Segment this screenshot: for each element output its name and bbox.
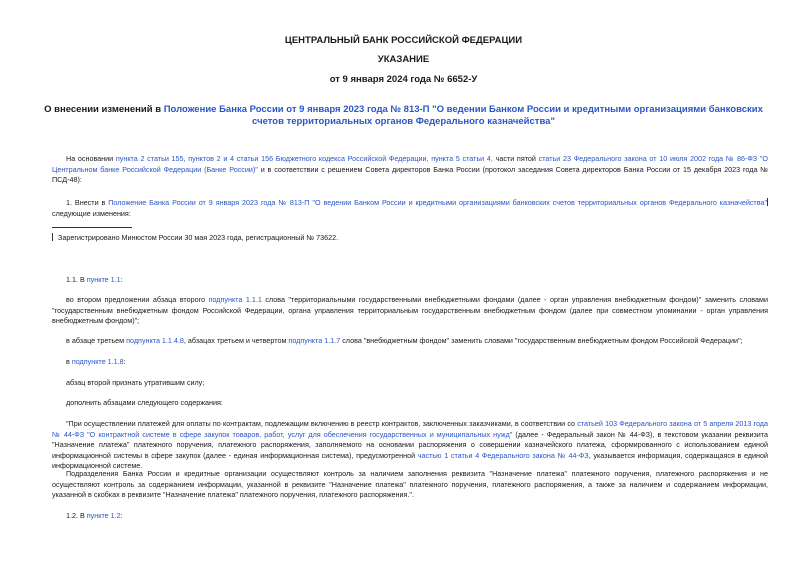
add-paragraphs-intro: дополнить абзацами следующего содержания: — [66, 398, 223, 407]
issuer-heading: ЦЕНТРАЛЬНЫЙ БАНК РОССИЙСКОЙ ФЕДЕРАЦИИ — [284, 35, 523, 46]
paragraph-text: : — [123, 357, 126, 366]
third-paragraph — [52, 336, 768, 347]
preamble-text: части пятой — [492, 154, 539, 163]
item-1-2-text: : — [120, 511, 123, 520]
regulation-813p-link[interactable]: Положение Банка России от 9 января 2023 года № 813-П "О ведении Банком России и кредитными организациями банковских счетов территориальных органов Федерального казначейства" — [108, 198, 768, 207]
second-sentence-paragraph — [52, 295, 768, 327]
paragraph-text: , абзацах третьем и четвертом — [183, 336, 289, 345]
item-1-1-text: : — [120, 275, 123, 284]
subpoint-1-1-1-link[interactable]: подпункта 1.1.1 — [208, 295, 262, 304]
subpoint-1-1-8-link[interactable]: подпункте 1.1.8 — [71, 357, 124, 366]
federal-law-44-article-103-link[interactable]: статьей 103 Федерального закона от 5 апреля 2013 года № 44-ФЗ "О контрактной системе в сфере закупок товаров, работ, услуг для обеспечения государственных и муниципальных нужд" — [52, 419, 768, 439]
federal-law-86-link[interactable]: статьи 23 Федерального закона от 10 июля 2002 года № 86-ФЗ "О Центральном банке Российской Федерации (Банке России)" — [52, 154, 768, 174]
subpoint-1-1-8-paragraph — [52, 357, 768, 368]
footnote-text: Зарегистрировано Минюстом России 30 мая 2023 года, регистрационный № 73622. — [58, 233, 339, 242]
paragraph-text: слова "внебюджетным фондом" заменить словами "государственным внебюджетным фондом Российской Федерации"; — [340, 336, 743, 345]
document-type: УКАЗАНИЕ — [377, 54, 430, 65]
item-1-text: следующие изменения: — [52, 208, 131, 218]
item-1-1-text: 1.1. В — [66, 275, 87, 284]
title-prefix: О внесении изменений в — [44, 104, 164, 115]
paragraph-text: , указывается информация, содержащаяся в единой информационной системе. — [52, 450, 768, 470]
budget-code-link[interactable]: пункта 2 статьи 155, пунктов 2 и 4 статьи 156 Бюджетного кодекса Российской Федерации, пункта 5 статьи 4, — [115, 154, 493, 163]
item-1-paragraph — [52, 198, 768, 219]
paragraph-text: во втором предложении абзаца второго — [66, 295, 209, 304]
preamble-text: На основании — [66, 154, 116, 163]
document-date-number: от 9 января 2024 года № 6652-У — [329, 74, 478, 85]
item-1-2-text: 1.2. В — [66, 511, 87, 520]
paragraph-text: в абзаце третьем — [66, 336, 127, 345]
point-1-2-link[interactable]: пункте 1.2 — [86, 511, 121, 520]
point-1-1-link[interactable]: пункте 1.1 — [86, 275, 121, 284]
federal-law-44-article-4-link[interactable]: частью 1 статьи 4 Федерального закона № 44-ФЗ — [417, 450, 589, 460]
control-paragraph: Подразделения Банка России и кредитные организации осуществляют контроль за наличием заполнения реквизита "Назначение платежа" платежного поручения, платежного распоряжения и не осуществляют контроль за содержанием информации, указанной в реквизите "Назначение платежа" платежного поручения, платежного распоряжения, а также за наличием и содержанием информации, указанной в скобках в реквизите "Назначение платежа" платежного поручения, платежного распоряжения.". — [52, 469, 768, 499]
paragraph-text: в — [66, 357, 72, 366]
preamble-text: и в соответствии с решением Совета директоров Банка России (протокол заседания Совета директоров Банка России от 15 декабря 2023 года № ПСД-48): — [52, 164, 768, 184]
item-1-2-paragraph — [52, 511, 768, 522]
quoted-paragraph — [52, 419, 768, 472]
subpoint-1-1-7-link[interactable]: подпункта 1.1.7 — [288, 336, 341, 345]
paragraph-text: слова "территориальными государственными внебюджетными фондами (далее - орган управления внебюджетным фондом)" заменить словами "государственным внебюджетным фондом Российской Федерации, органа управления территориальным государственным внебюджетным фондом (далее при совместном упоминании - орган управления внебюджетным фондом)"; — [52, 295, 769, 325]
paragraph-text: "При осуществлении платежей для оплаты по контрактам, подлежащим включению в реестр контрактов, заключенных заказчиками, в соответствии со — [66, 419, 578, 428]
document-title — [40, 104, 767, 128]
footnote-mark — [52, 233, 56, 241]
subpoint-1-1-4-8-link[interactable]: подпункта 1.1.4.8 — [126, 336, 184, 345]
footnote-marker — [767, 198, 768, 206]
item-1-text: 1. Внести в — [66, 198, 109, 207]
preamble-paragraph — [52, 154, 768, 186]
paragraph-text: (далее - Федеральный закон № 44-ФЗ), в текстовом указании реквизита "Назначение платежа" платежного поручения, платежного распоряжения, заполняемого на основании распоряжения о совершении казначейского платежа, сформированного с использованием единой информационной системы в сфере закупок (далее - единая информационная система), предусмотренной — [52, 429, 768, 460]
footnote-divider — [52, 227, 132, 228]
title-regulation-link[interactable]: Положение Банка России от 9 января 2023 года № 813-П "О ведении Банком России и кредитными организациями банковских счетов территориальных органов Федерального казначейства" — [163, 104, 763, 127]
item-1-1-paragraph — [52, 275, 768, 286]
repeal-paragraph: абзац второй признать утратившим силу; — [66, 378, 205, 387]
